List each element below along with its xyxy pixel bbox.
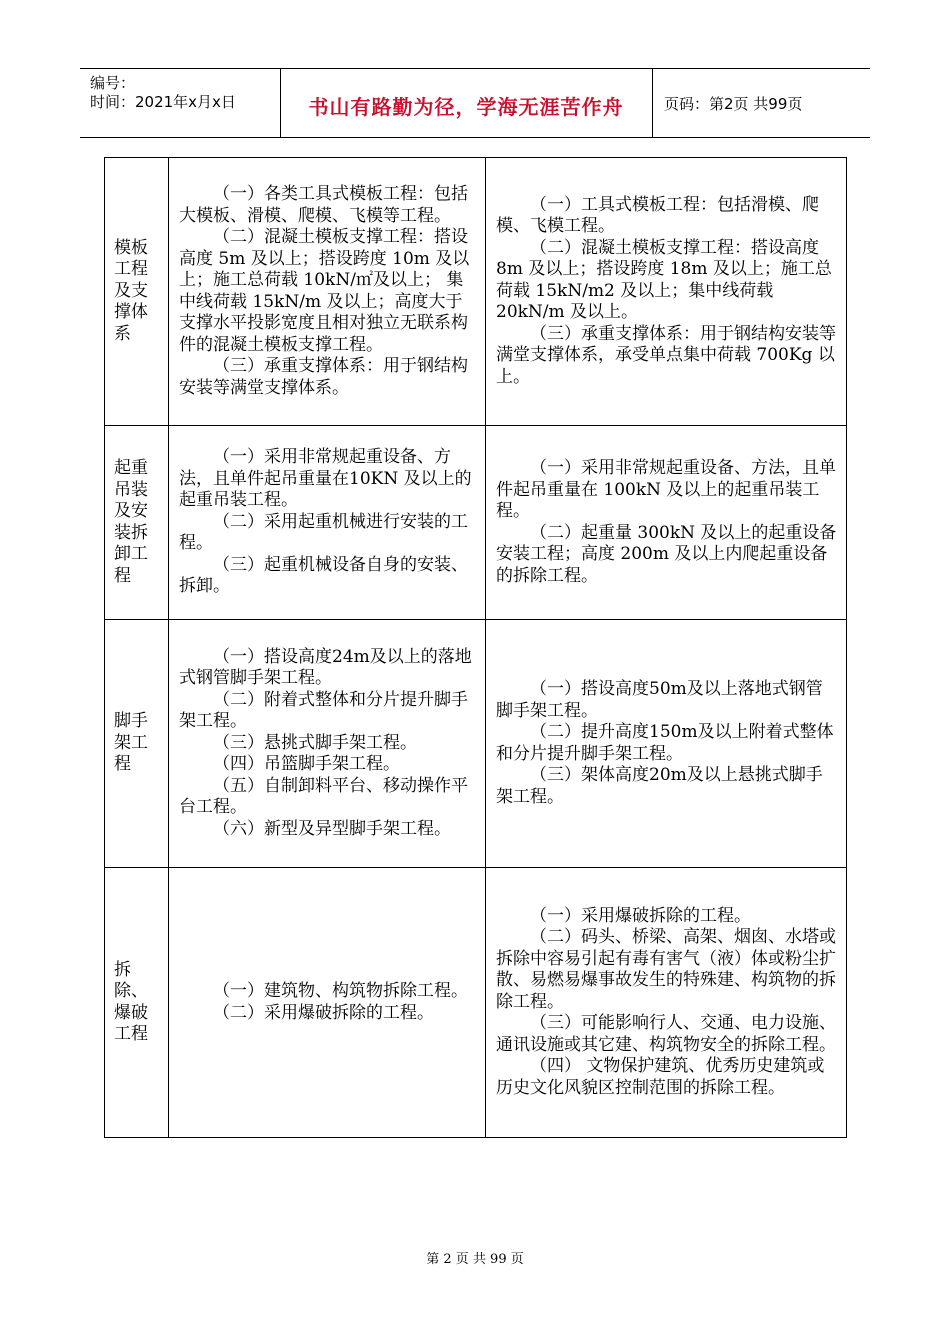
serial-number-label: 编号： [90, 74, 136, 92]
category-label: 起重吊装及安装拆卸工程 [114, 458, 148, 586]
scope-item: （四） 文物保护建筑、优秀历史建筑或历史文化风貌区控制范围的拆除工程。 [496, 1056, 825, 1098]
scope-item: （一）各类工具式模板工程：包括大模板、滑模、爬模、飞模等工程。 [179, 184, 468, 226]
scope-item: （一）采用非常规起重设备、方法，且单件起吊重量在 100kN 及以上的起重吊装工程。 [496, 458, 836, 521]
scope-item: （二）混凝土模板支撑工程：搭设高度 8m 及以上；搭设跨度 18m 及以上；施工总荷载 15kN/m2 及以上；集中线荷载 20kN/m 及以上。 [496, 237, 832, 323]
scope-item: （三）承重支撑体系：用于钢结构安装等满堂支撑体系。 [179, 356, 468, 398]
scope-cell-general [169, 620, 486, 868]
page-header [80, 68, 870, 138]
category-cell [105, 426, 169, 620]
scope-cell-general [169, 868, 486, 1138]
scope-item: （三）承重支撑体系：用于钢结构安装等满堂支撑体系，承受单点集中荷载 700Kg 以上。 [496, 323, 836, 387]
motto: 书山有路勤为径，学海无涯苦作舟 [308, 95, 624, 119]
scope-item: （二）混凝土模板支撑工程：搭设高度 5m 及以上；搭设跨度 10m 及以上；施工总荷载 10kN/㎡及以上； 集中线荷载 15kN/m 及以上；高度大于支撑水平投影宽度且相对独立无联系构件的混凝土模板支撑工程。 [179, 227, 470, 355]
scope-cell-general [169, 426, 486, 620]
category-cell [105, 620, 169, 868]
scope-item: （一）工具式模板工程：包括滑模、爬模、飞模工程。 [496, 194, 819, 237]
category-cell [105, 158, 169, 426]
scope-item: （一）采用爆破拆除的工程。 [530, 905, 751, 926]
category-label: 模板工程及支撑体系 [114, 237, 148, 344]
table-row-scaffolding [105, 620, 847, 868]
table-row-demolition [105, 868, 847, 1138]
scope-item: （二）采用爆破拆除的工程。 [213, 1002, 434, 1023]
scope-item: （二）起重量 300kN 及以上的起重设备安装工程；高度 200m 及以上内爬起重设备的拆除工程。 [496, 522, 837, 586]
scope-item: （四）吊篮脚手架工程。 [213, 754, 400, 775]
scope-item: （二）提升高度150m及以上附着式整体和分片提升脚手架工程。 [496, 722, 834, 764]
scope-item: （二）附着式整体和分片提升脚手架工程。 [179, 689, 468, 732]
scope-item: （一）搭设高度50m及以上落地式钢管脚手架工程。 [496, 679, 823, 721]
scope-item: （一）搭设高度24m及以上的落地式钢管脚手架工程。 [179, 646, 472, 689]
scope-item: （三）架体高度20m及以上悬挑式脚手架工程。 [496, 765, 823, 807]
scope-cell-expert [486, 158, 847, 426]
category-cell [105, 868, 169, 1138]
scope-item: （三）可能影响行人、交通、电力设施、通讯设施或其它建、构筑物安全的拆除工程。 [496, 1013, 836, 1055]
scope-cell-expert [486, 868, 847, 1138]
scope-item: （五）自制卸料平台、移动操作平台工程。 [179, 775, 468, 818]
page-footer: 第 2 页 共 99 页 [426, 1252, 524, 1267]
scope-item: （六）新型及异型脚手架工程。 [213, 818, 451, 839]
date-label: 时间：2021年x月x日 [90, 93, 236, 111]
header-motto-cell [280, 69, 653, 137]
table-row-lifting [105, 426, 847, 620]
category-label: 脚手架工程 [114, 711, 148, 775]
scope-item: （一）建筑物、构筑物拆除工程。 [213, 981, 468, 1001]
engineering-scope-table [104, 157, 847, 1138]
scope-item: （三）悬挑式脚手架工程。 [213, 732, 417, 753]
scope-cell-expert [486, 426, 847, 620]
page-number-label: 页码：第2页 共99页 [664, 95, 803, 113]
category-label: 拆除、爆破工程 [114, 959, 148, 1044]
scope-item: （二）采用起重机械进行安装的工程。 [179, 511, 468, 554]
scope-cell-general [169, 158, 486, 426]
header-page-cell [652, 69, 870, 137]
scope-cell-expert [486, 620, 847, 868]
header-meta-cell [80, 69, 281, 137]
scope-item: （三）起重机械设备自身的安装、拆卸。 [179, 554, 468, 597]
scope-item: （二）码头、桥梁、高架、烟囱、水塔或拆除中容易引起有毒有害气（液）体或粉尘扩散、易燃易爆事故发生的特殊建、构筑物的拆除工程。 [496, 927, 836, 1012]
scope-item: （一）采用非常规起重设备、方法，且单件起吊重量在10KN 及以上的起重吊装工程。 [179, 447, 472, 511]
table-row-formwork [105, 158, 847, 426]
